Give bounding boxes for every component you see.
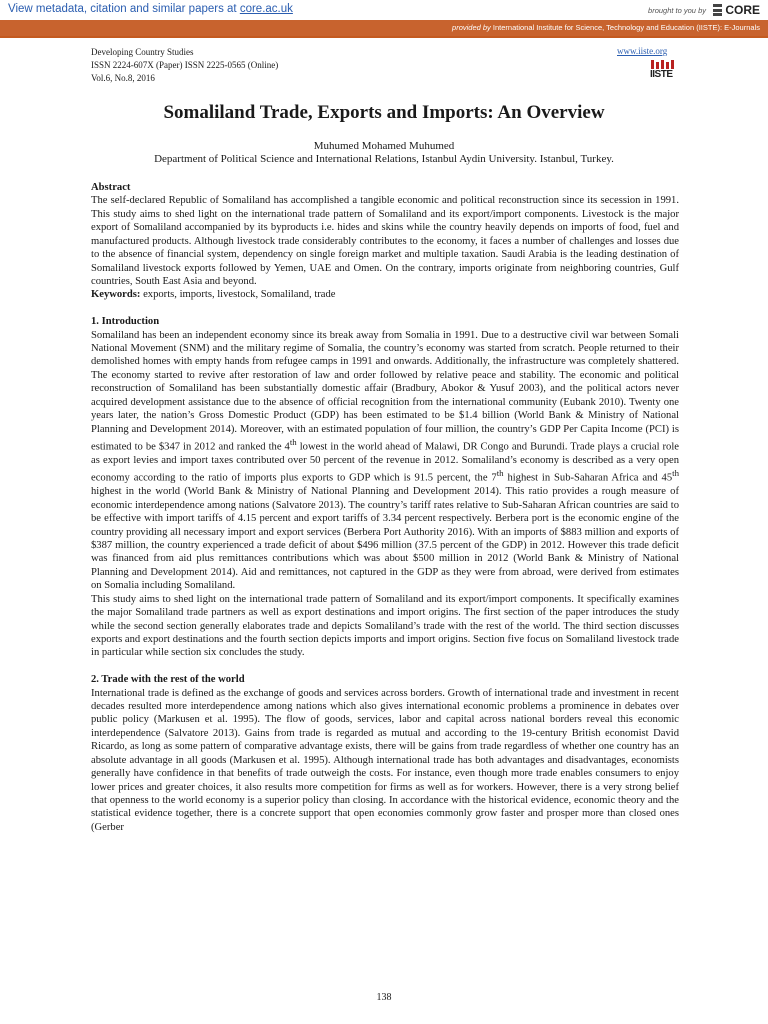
core-logo[interactable] bbox=[713, 2, 760, 18]
core-logo-word: CORE bbox=[725, 3, 760, 17]
journal-header bbox=[91, 46, 278, 85]
keywords-line bbox=[91, 288, 679, 301]
section-1-text-b: lowest in the world ahead of Malawi, DR Congo and Burundi. Trade plays a crucial role as export levies and import taxes contributed over 50 percent of the revenue in 2012. Somaliland’s economy is described as a very open economy according to the ratio of imports plus exports to GDP which is 91.5 percent, the 7 bbox=[91, 441, 679, 484]
core-metadata-link[interactable] bbox=[8, 3, 293, 15]
iiste-logo bbox=[650, 60, 674, 84]
paper-affiliation: Department of Political Science and International Relations, Istanbul Aydin University. Istanbul, Turkey. bbox=[154, 153, 614, 165]
journal-website-link[interactable]: www.iiste.org bbox=[617, 46, 668, 56]
keywords-label: Keywords: bbox=[91, 289, 141, 301]
section-1-heading: 1. Introduction bbox=[91, 316, 160, 328]
core-link-text: View metadata, citation and similar papers at bbox=[8, 3, 240, 15]
section-1-paragraph-1 bbox=[91, 329, 679, 593]
section-1-text-c: highest in Sub-Saharan Africa and 45 bbox=[503, 472, 673, 484]
ordinal-suffix: th bbox=[496, 468, 504, 479]
provided-by-prefix: provided by bbox=[452, 23, 491, 32]
brought-by-text: brought to you by bbox=[648, 6, 706, 15]
provided-by-source: International Institute for Science, Technology and Education (IISTE): E-Journals bbox=[490, 23, 760, 32]
abstract-heading: Abstract bbox=[91, 182, 131, 193]
section-1-text-d: highest in the world (World Bank & Ministry of National Planning and Development 2014). This ratio provides a rough measure of economic interdependence among nations (Salvatore 2013). The country’s tariff rates relative to Sub-Saharan African countries are said to be effective with import tariffs of 4.15 percent and export tariffs of 3.34 percent respectively. Berbera port is the economic engine of the country providing all necessary import and export services (Berbera Port Authority 2016). With an imports of $883 million and exports of $387 million, the country experienced a trade deficit of about $496 million (37.5 percent of the GDP) in 2012. However this trade deficit was financed from aid plus remittances contributions which was about $500 million in 2012 (World Bank & Ministry of National Planning and Development 2014). Aid and remittances, not captured in the GDP as they were from abroad, were derived from estimates on Somalia including Somaliland. bbox=[91, 486, 679, 592]
spacer bbox=[91, 660, 679, 673]
provided-by-strip bbox=[0, 20, 768, 36]
core-logo-icon bbox=[713, 4, 722, 16]
core-banner bbox=[0, 0, 768, 38]
keywords-list: exports, imports, livestock, Somaliland, trade bbox=[140, 289, 336, 301]
core-link-domain: core.ac.uk bbox=[239, 3, 293, 15]
ordinal-suffix: th bbox=[289, 437, 297, 447]
abstract-text: The self-declared Republic of Somaliland has accomplished a tangible economic and political reconstruction since its secession in 1991. This study aims to shed light on the international trade pattern of Somaliland and its export/import components. Livestock is the major export of Somaliland accompanied by its byproducts i.e. hides and skins while the country heavily depends on imports of food, fuel and manufactured products. Although livestock trade considerably contributes to the economy, it faces a number of challenges and losses due to the absence of financial system, dependency on single foreign market and multiple taxation. Saudi Arabia is the leading destination of Somaliland livestock exports followed by Yemen, UAE and Omen. On the contrary, imports originate from neighboring countries, Gulf countries, South East Asia and beyond. bbox=[91, 195, 679, 287]
ordinal-suffix: th bbox=[672, 468, 679, 479]
section-1-paragraph-2: This study aims to shed light on the international trade pattern of Somaliland and its export/import components. It specifically examines the major Somaliland trade partners as well as export destinations and import origins. The first section of the paper introduces the study while the second section generally elaborates trade and depicts Somaliland’s trade with the rest of the world. The third section discusses exports and export destinations and the fourth section depicts imports and import origins. Section five focus on Somaliland livestock trade in particular while section six concludes the study. bbox=[91, 593, 679, 659]
page-number: 138 bbox=[376, 992, 392, 1003]
section-1-text-a: Somaliland has been an independent economy since its break away from Somalia in 1991. Due to a destructive civil war between Somali National Movement (SNM) and the military regime of Somalia, the country’s economy was started from scratch. People returned to their demolished homes with empty hands from refugee camps in 1991 and onwards. Additionally, the infrastructure was completely shattered. The economy started to revive after restoration of law and order followed by relative peace and stability. The economic and political reconstruction of Somaliland has been substantially domestic affair (Bradbury, Abokor & Yusuf 2003), and the political actors never acquired development assistance due to the absence of official recognition from the international community (Eubank 2010). Twenty one years later, the nation’s Gross Domestic Product (GDP) has been estimated to be $1.4 billion (World Bank & Ministry of National Planning and Development 2014). Moreover, with an estimated population of four million, the country’s GDP Per Capita Income (PCI) is estimated to be $347 in 2012 and ranked the 4 bbox=[91, 329, 679, 453]
spacer bbox=[91, 302, 679, 315]
paper-body bbox=[91, 181, 679, 834]
journal-issn: ISSN 2224-607X (Paper) ISSN 2225-0565 (Online) bbox=[91, 60, 279, 70]
section-2-heading: 2. Trade with the rest of the world bbox=[91, 674, 245, 686]
journal-volume: Vol.6, No.8, 2016 bbox=[91, 73, 155, 83]
iiste-logo-icon bbox=[650, 60, 674, 69]
section-2-paragraph-1: International trade is defined as the exchange of goods and services across borders. Growth of international trade and investment in recent decades resulted more interdependence among nations which also gives international economic problems a prominence in debates over public policy (Markusen et al. 1995). The flow of goods, services, labor and capital across national borders reveal this economic interdependence (Salvatore 2013). Gains from trade is regarded as mutual and according to the 19-century British economist David Ricardo, as long as some pattern of comparative advantage exists, there will be gains from trade regardless of whether one country has an absolute advantage in all goods (Markusen et al. 1995). Although international trade has both advantages and disadvantages, economists generally have confidence in that benefits of trade outweigh the costs. For instance, even though more trade enables consumers to enjoy lower prices and greater choices, it also results more competition for firms as well as for workers. However, there is a very strong belief that openness to the world economy is a superior policy than closing. In accordance with the historical evidence, economic theory and the statistical evidence together, there is a concrete support that open economies commonly grow faster and prosper more than closed ones (Gerber bbox=[91, 687, 679, 833]
core-top-strip bbox=[0, 0, 768, 20]
iiste-logo-text: IISTE bbox=[650, 69, 673, 80]
paper-author: Muhumed Mohamed Muhumed bbox=[313, 140, 455, 152]
paper-title: Somaliland Trade, Exports and Imports: An Overview bbox=[163, 102, 605, 123]
journal-name: Developing Country Studies bbox=[91, 47, 194, 57]
